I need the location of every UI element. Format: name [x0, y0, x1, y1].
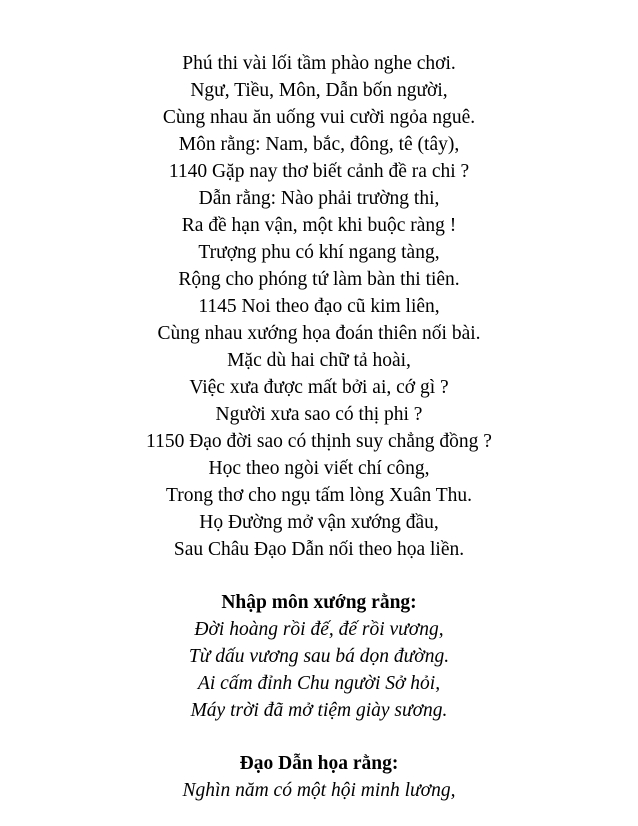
poem-line: Dẫn rằng: Nào phải trường thi,: [198, 188, 440, 209]
verse-line: Nghìn năm có một hội minh lương,: [182, 780, 456, 801]
verse-line: Máy trời đã mở tiệm giày sương.: [190, 700, 448, 721]
poem-line: Ra đề hạn vận, một khi buộc ràng !: [181, 215, 457, 236]
poem-line: Môn rằng: Nam, bắc, đông, tê (tây),: [178, 134, 460, 155]
verse-line: Ai cấm đỉnh Chu người Sở hỏi,: [197, 673, 441, 694]
poem-line: Sau Châu Đạo Dẫn nối theo họa liền.: [173, 539, 465, 560]
verse-line: Đời hoàng rồi đế, đế rồi vương,: [194, 619, 444, 640]
verse-line: Từ dấu vương sau bá dọn đường.: [188, 646, 450, 667]
poem-line: Rộng cho phóng tứ làm bàn thi tiên.: [178, 269, 460, 290]
poem-line: 1140 Gặp nay thơ biết cảnh đề ra chi ?: [168, 161, 470, 182]
poem-line: Cùng nhau ăn uống vui cười ngỏa nguê.: [162, 107, 476, 128]
poem-line: Việc xưa được mất bởi ai, cớ gì ?: [189, 377, 449, 398]
section-heading: Nhập môn xướng rằng:: [221, 592, 417, 613]
poem-line: Trong thơ cho ngụ tấm lòng Xuân Thu.: [165, 485, 473, 506]
poem-line: Họ Đường mở vận xướng đầu,: [199, 512, 439, 533]
poem-line: Ngư, Tiều, Môn, Dẫn bốn người,: [190, 80, 448, 101]
poem-line: Trượng phu có khí ngang tàng,: [198, 242, 440, 263]
poem-line: Mặc dù hai chữ tả hoài,: [227, 350, 411, 371]
poem-line: Cùng nhau xướng họa đoán thiên nối bài.: [157, 323, 481, 344]
poem-line: Phú thi vài lối tầm phào nghe chơi.: [182, 53, 456, 74]
poem-line: 1150 Đạo đời sao có thịnh suy chẳng đồng ?: [146, 431, 492, 452]
poem-line: 1145 Noi theo đạo cũ kim liên,: [198, 296, 440, 317]
poem-line: Người xưa sao có thị phi ?: [215, 404, 423, 425]
section-heading: Đạo Dẫn họa rằng:: [239, 753, 399, 774]
poem-line: Học theo ngòi viết chí công,: [208, 458, 430, 479]
